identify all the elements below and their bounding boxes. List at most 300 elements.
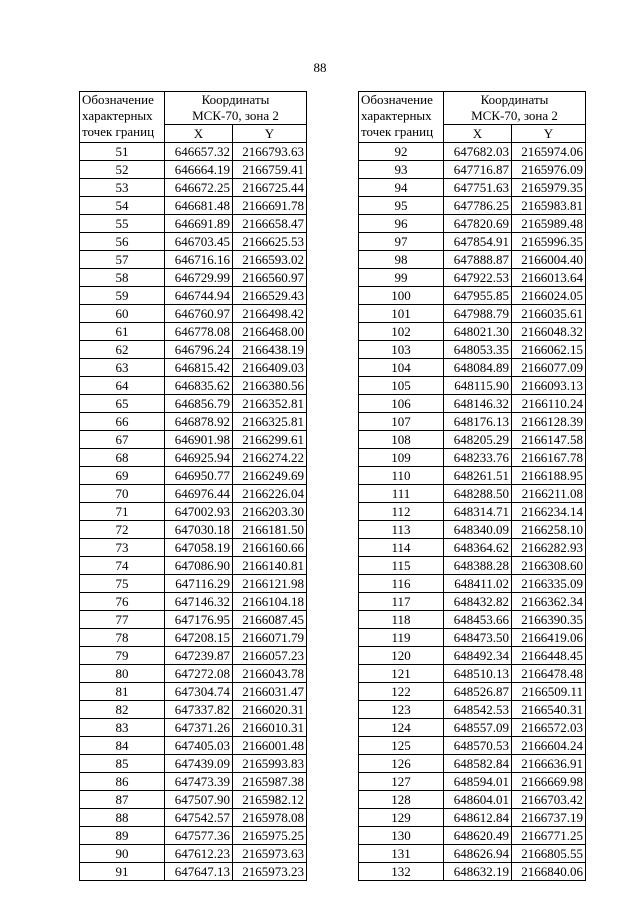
point-number-cell: 55 (80, 215, 165, 233)
x-coordinate-cell: 647304.74 (165, 683, 233, 701)
point-number-cell: 56 (80, 233, 165, 251)
table-row (359, 467, 586, 485)
table-row (359, 845, 586, 863)
y-coordinate-cell: 2165973.23 (233, 863, 307, 881)
point-number-cell: 119 (359, 629, 444, 647)
point-number-cell: 106 (359, 395, 444, 413)
table-row (359, 215, 586, 233)
table-row (80, 485, 307, 503)
point-number-cell: 81 (80, 683, 165, 701)
y-coordinate-cell: 2165982.12 (233, 791, 307, 809)
x-coordinate-cell: 646729.99 (165, 269, 233, 287)
x-coordinate-cell: 648288.50 (444, 485, 512, 503)
coordinates-table-right (358, 91, 586, 881)
point-number-cell: 113 (359, 521, 444, 539)
x-coordinate-cell: 647612.23 (165, 845, 233, 863)
y-coordinate-cell: 2166380.56 (233, 377, 307, 395)
x-coordinate-cell: 647682.03 (444, 143, 512, 161)
table-row (80, 539, 307, 557)
x-coordinate-cell: 648176.13 (444, 413, 512, 431)
x-coordinate-cell: 646976.44 (165, 485, 233, 503)
point-number-cell: 67 (80, 431, 165, 449)
table-row (359, 179, 586, 197)
point-number-cell: 126 (359, 755, 444, 773)
y-coordinate-cell: 2166390.35 (512, 611, 586, 629)
point-number-cell: 110 (359, 467, 444, 485)
point-number-cell: 57 (80, 251, 165, 269)
y-coordinate-cell: 2166625.53 (233, 233, 307, 251)
y-coordinate-cell: 2166188.95 (512, 467, 586, 485)
y-coordinate-cell: 2166258.10 (512, 521, 586, 539)
x-coordinate-cell: 647751.63 (444, 179, 512, 197)
x-coordinate-cell: 646657.32 (165, 143, 233, 161)
point-number-cell: 129 (359, 809, 444, 827)
table-row (80, 233, 307, 251)
x-coordinate-cell: 646796.24 (165, 341, 233, 359)
header-line: Координаты (201, 92, 270, 107)
x-coordinate-cell: 648570.53 (444, 737, 512, 755)
point-number-cell: 77 (80, 611, 165, 629)
x-coordinate-cell: 648388.28 (444, 557, 512, 575)
x-coordinate-cell: 647116.29 (165, 575, 233, 593)
x-coordinate-cell: 646835.62 (165, 377, 233, 395)
table-row (80, 611, 307, 629)
y-coordinate-cell: 2166104.18 (233, 593, 307, 611)
point-number-cell: 68 (80, 449, 165, 467)
table-row (80, 809, 307, 827)
table-row (80, 197, 307, 215)
point-number-cell: 131 (359, 845, 444, 863)
point-number-cell: 97 (359, 233, 444, 251)
x-coordinate-cell: 647272.08 (165, 665, 233, 683)
x-coordinate-cell: 647473.39 (165, 773, 233, 791)
header-line: МСК-70, зона 2 (192, 108, 279, 123)
x-coordinate-cell: 648492.34 (444, 647, 512, 665)
x-coordinate-cell: 647058.19 (165, 539, 233, 557)
table-row (359, 863, 586, 881)
table-row (80, 755, 307, 773)
point-number-cell: 95 (359, 197, 444, 215)
y-coordinate-cell: 2165996.35 (512, 233, 586, 251)
point-number-cell: 124 (359, 719, 444, 737)
y-coordinate-cell: 2165987.38 (233, 773, 307, 791)
table-row (359, 629, 586, 647)
x-coordinate-cell: 648146.32 (444, 395, 512, 413)
point-number-cell: 105 (359, 377, 444, 395)
point-number-cell: 104 (359, 359, 444, 377)
x-coordinate-cell: 647439.09 (165, 755, 233, 773)
y-coordinate-cell: 2166448.45 (512, 647, 586, 665)
x-coordinate-cell: 647647.13 (165, 863, 233, 881)
x-coordinate-cell: 648626.94 (444, 845, 512, 863)
table-row (359, 269, 586, 287)
point-number-cell: 58 (80, 269, 165, 287)
y-coordinate-cell: 2166140.81 (233, 557, 307, 575)
table-row (359, 827, 586, 845)
x-coordinate-cell: 647208.15 (165, 629, 233, 647)
point-number-cell: 109 (359, 449, 444, 467)
x-coordinate-cell: 648411.02 (444, 575, 512, 593)
y-header: Y (512, 125, 586, 143)
point-number-cell: 54 (80, 197, 165, 215)
point-number-cell: 108 (359, 431, 444, 449)
point-number-cell: 76 (80, 593, 165, 611)
y-coordinate-cell: 2166325.81 (233, 413, 307, 431)
x-coordinate-cell: 648340.09 (444, 521, 512, 539)
y-coordinate-cell: 2165989.48 (512, 215, 586, 233)
page-number: 88 (313, 60, 327, 75)
point-number-cell: 123 (359, 701, 444, 719)
x-coordinate-cell: 646672.25 (165, 179, 233, 197)
x-coordinate-cell: 647239.87 (165, 647, 233, 665)
x-coordinate-cell: 648115.90 (444, 377, 512, 395)
y-coordinate-cell: 2166128.39 (512, 413, 586, 431)
table-row (80, 467, 307, 485)
y-coordinate-cell: 2165979.35 (512, 179, 586, 197)
table-row (80, 863, 307, 881)
y-coordinate-cell: 2166035.61 (512, 305, 586, 323)
y-coordinate-cell: 2166211.08 (512, 485, 586, 503)
point-number-cell: 102 (359, 323, 444, 341)
x-coordinate-cell: 647577.36 (165, 827, 233, 845)
table-row (359, 341, 586, 359)
x-coordinate-cell: 648557.09 (444, 719, 512, 737)
y-coordinate-cell: 2166509.11 (512, 683, 586, 701)
point-number-cell: 114 (359, 539, 444, 557)
y-coordinate-cell: 2166771.25 (512, 827, 586, 845)
point-number-cell: 62 (80, 341, 165, 359)
table-row (80, 269, 307, 287)
point-number-cell: 86 (80, 773, 165, 791)
point-number-cell: 84 (80, 737, 165, 755)
y-coordinate-cell: 2166737.19 (512, 809, 586, 827)
table-row (359, 251, 586, 269)
table-row (80, 323, 307, 341)
point-number-cell: 51 (80, 143, 165, 161)
point-number-cell: 120 (359, 647, 444, 665)
y-coordinate-cell: 2166048.32 (512, 323, 586, 341)
point-number-cell: 59 (80, 287, 165, 305)
y-coordinate-cell: 2166352.81 (233, 395, 307, 413)
y-coordinate-cell: 2166203.30 (233, 503, 307, 521)
point-number-cell: 72 (80, 521, 165, 539)
coordinates-table-left (79, 91, 307, 881)
y-coordinate-cell: 2166087.45 (233, 611, 307, 629)
x-coordinate-cell: 647337.82 (165, 701, 233, 719)
header-line: характерных (82, 108, 153, 123)
x-coordinate-cell: 646703.45 (165, 233, 233, 251)
y-coordinate-cell: 2166249.69 (233, 467, 307, 485)
point-number-cell: 75 (80, 575, 165, 593)
table-row (80, 665, 307, 683)
y-coordinate-cell: 2165974.06 (512, 143, 586, 161)
x-coordinate-cell: 648084.89 (444, 359, 512, 377)
point-number-cell: 98 (359, 251, 444, 269)
y-coordinate-cell: 2166004.40 (512, 251, 586, 269)
y-coordinate-cell: 2166805.55 (512, 845, 586, 863)
y-coordinate-cell: 2166282.93 (512, 539, 586, 557)
point-number-cell: 100 (359, 287, 444, 305)
x-coordinate-cell: 646691.89 (165, 215, 233, 233)
y-coordinate-cell: 2166529.43 (233, 287, 307, 305)
y-coordinate-cell: 2166013.64 (512, 269, 586, 287)
x-coordinate-cell: 647820.69 (444, 215, 512, 233)
table-row (80, 503, 307, 521)
header-line: точек границ (361, 124, 434, 139)
y-coordinate-cell: 2166062.15 (512, 341, 586, 359)
table-row (80, 773, 307, 791)
table-row (359, 737, 586, 755)
x-coordinate-cell: 646778.08 (165, 323, 233, 341)
y-coordinate-cell: 2166438.19 (233, 341, 307, 359)
point-number-cell: 96 (359, 215, 444, 233)
y-coordinate-cell: 2166335.09 (512, 575, 586, 593)
point-number-cell: 80 (80, 665, 165, 683)
table-row (80, 719, 307, 737)
x-coordinate-cell: 648526.87 (444, 683, 512, 701)
y-coordinate-cell: 2166071.79 (233, 629, 307, 647)
header-line: МСК-70, зона 2 (471, 108, 558, 123)
header-line: Обозначение (82, 92, 154, 107)
x-coordinate-cell: 648432.82 (444, 593, 512, 611)
table-row (80, 593, 307, 611)
point-number-cell: 71 (80, 503, 165, 521)
table-row (359, 539, 586, 557)
x-coordinate-cell: 647371.26 (165, 719, 233, 737)
x-coordinate-cell: 647507.90 (165, 791, 233, 809)
table-row (359, 701, 586, 719)
y-coordinate-cell: 2166572.03 (512, 719, 586, 737)
table-row (359, 449, 586, 467)
point-number-cell: 73 (80, 539, 165, 557)
x-coordinate-cell: 648233.76 (444, 449, 512, 467)
y-coordinate-cell: 2166160.66 (233, 539, 307, 557)
x-coordinate-cell: 648604.01 (444, 791, 512, 809)
point-number-cell: 85 (80, 755, 165, 773)
y-coordinate-cell: 2166658.47 (233, 215, 307, 233)
table-row (359, 809, 586, 827)
y-coordinate-cell: 2165978.08 (233, 809, 307, 827)
point-number-cell: 93 (359, 161, 444, 179)
y-coordinate-cell: 2166024.05 (512, 287, 586, 305)
table-row (359, 305, 586, 323)
x-coordinate-cell: 646815.42 (165, 359, 233, 377)
table-row (80, 791, 307, 809)
x-coordinate-cell: 648632.19 (444, 863, 512, 881)
y-coordinate-cell: 2166031.47 (233, 683, 307, 701)
table-row (359, 377, 586, 395)
table-row (359, 143, 586, 161)
y-coordinate-cell: 2166077.09 (512, 359, 586, 377)
point-number-cell: 122 (359, 683, 444, 701)
point-number-cell: 117 (359, 593, 444, 611)
x-coordinate-cell: 647716.87 (444, 161, 512, 179)
y-coordinate-cell: 2166001.48 (233, 737, 307, 755)
table-row (80, 521, 307, 539)
y-coordinate-cell: 2165983.81 (512, 197, 586, 215)
table-row (359, 755, 586, 773)
x-coordinate-cell: 646760.97 (165, 305, 233, 323)
y-coordinate-cell: 2166759.41 (233, 161, 307, 179)
y-coordinate-cell: 2166121.98 (233, 575, 307, 593)
point-number-cell: 83 (80, 719, 165, 737)
header-line: Обозначение (361, 92, 433, 107)
y-coordinate-cell: 2166540.31 (512, 701, 586, 719)
table-row (80, 341, 307, 359)
table-row (359, 359, 586, 377)
x-coordinate-cell: 648261.51 (444, 467, 512, 485)
x-coordinate-cell: 648021.30 (444, 323, 512, 341)
point-number-cell: 128 (359, 791, 444, 809)
x-coordinate-cell: 647176.95 (165, 611, 233, 629)
x-coordinate-cell: 647922.53 (444, 269, 512, 287)
y-coordinate-cell: 2166308.60 (512, 557, 586, 575)
y-coordinate-cell: 2166362.34 (512, 593, 586, 611)
table-row (359, 395, 586, 413)
point-number-cell: 103 (359, 341, 444, 359)
table-row (80, 827, 307, 845)
point-number-cell: 107 (359, 413, 444, 431)
table-row (359, 521, 586, 539)
y-coordinate-cell: 2166181.50 (233, 521, 307, 539)
y-coordinate-cell: 2166691.78 (233, 197, 307, 215)
table-row (80, 647, 307, 665)
table-row (80, 179, 307, 197)
point-number-cell: 115 (359, 557, 444, 575)
table-row (359, 413, 586, 431)
table-row (80, 449, 307, 467)
point-number-cell: 112 (359, 503, 444, 521)
point-number-cell: 52 (80, 161, 165, 179)
x-coordinate-cell: 646925.94 (165, 449, 233, 467)
x-coordinate-cell: 647786.25 (444, 197, 512, 215)
y-coordinate-cell: 2166593.02 (233, 251, 307, 269)
point-number-cell: 101 (359, 305, 444, 323)
table-row (359, 719, 586, 737)
table-row (359, 557, 586, 575)
x-coordinate-cell: 648205.29 (444, 431, 512, 449)
point-number-cell: 92 (359, 143, 444, 161)
table-row (80, 251, 307, 269)
x-coordinate-cell: 648314.71 (444, 503, 512, 521)
x-coordinate-cell: 647002.93 (165, 503, 233, 521)
y-coordinate-cell: 2166793.63 (233, 143, 307, 161)
x-coordinate-cell: 647542.57 (165, 809, 233, 827)
x-coordinate-cell: 647854.91 (444, 233, 512, 251)
table-row (359, 611, 586, 629)
y-coordinate-cell: 2166409.03 (233, 359, 307, 377)
y-coordinate-cell: 2166604.24 (512, 737, 586, 755)
point-number-cell: 74 (80, 557, 165, 575)
point-number-cell: 125 (359, 737, 444, 755)
x-header: X (165, 125, 233, 143)
coordinates-header (165, 92, 307, 125)
y-header: Y (233, 125, 307, 143)
table-row (359, 197, 586, 215)
table-row (80, 377, 307, 395)
table-row (80, 359, 307, 377)
x-coordinate-cell: 646901.98 (165, 431, 233, 449)
point-number-cell: 64 (80, 377, 165, 395)
point-number-cell: 60 (80, 305, 165, 323)
x-coordinate-cell: 646744.94 (165, 287, 233, 305)
x-coordinate-cell: 646716.16 (165, 251, 233, 269)
table-row (359, 665, 586, 683)
y-coordinate-cell: 2166147.58 (512, 431, 586, 449)
table-row (80, 305, 307, 323)
table-row (359, 575, 586, 593)
coordinates-header (444, 92, 586, 125)
point-number-cell: 94 (359, 179, 444, 197)
x-coordinate-cell: 648594.01 (444, 773, 512, 791)
x-coordinate-cell: 648453.66 (444, 611, 512, 629)
header-line: Координаты (480, 92, 549, 107)
header-line: характерных (361, 108, 432, 123)
table-row (359, 323, 586, 341)
y-coordinate-cell: 2166093.13 (512, 377, 586, 395)
point-number-cell: 65 (80, 395, 165, 413)
x-coordinate-cell: 647146.32 (165, 593, 233, 611)
table-row (359, 161, 586, 179)
table-row (359, 287, 586, 305)
y-coordinate-cell: 2166669.98 (512, 773, 586, 791)
x-coordinate-cell: 646664.19 (165, 161, 233, 179)
x-coordinate-cell: 647955.85 (444, 287, 512, 305)
table-row (80, 215, 307, 233)
x-coordinate-cell: 646878.92 (165, 413, 233, 431)
point-number-cell: 88 (80, 809, 165, 827)
point-number-cell: 118 (359, 611, 444, 629)
table-row (80, 143, 307, 161)
point-number-cell: 78 (80, 629, 165, 647)
y-coordinate-cell: 2166560.97 (233, 269, 307, 287)
point-number-cell: 91 (80, 863, 165, 881)
table-row (80, 431, 307, 449)
point-number-cell: 111 (359, 485, 444, 503)
x-coordinate-cell: 648364.62 (444, 539, 512, 557)
point-number-cell: 66 (80, 413, 165, 431)
y-coordinate-cell: 2165993.83 (233, 755, 307, 773)
y-coordinate-cell: 2166478.48 (512, 665, 586, 683)
x-coordinate-cell: 647405.03 (165, 737, 233, 755)
table-row (80, 629, 307, 647)
x-coordinate-cell: 646856.79 (165, 395, 233, 413)
header-line: точек границ (82, 124, 155, 139)
point-number-cell: 82 (80, 701, 165, 719)
y-coordinate-cell: 2166226.04 (233, 485, 307, 503)
x-coordinate-cell: 647988.79 (444, 305, 512, 323)
table-row (359, 503, 586, 521)
point-number-cell: 90 (80, 845, 165, 863)
x-coordinate-cell: 648053.35 (444, 341, 512, 359)
point-number-cell: 69 (80, 467, 165, 485)
table-row (359, 773, 586, 791)
x-coordinate-cell: 646950.77 (165, 467, 233, 485)
table-row (359, 683, 586, 701)
y-coordinate-cell: 2166274.22 (233, 449, 307, 467)
y-coordinate-cell: 2165976.09 (512, 161, 586, 179)
table-row (359, 485, 586, 503)
x-coordinate-cell: 648510.13 (444, 665, 512, 683)
y-coordinate-cell: 2166010.31 (233, 719, 307, 737)
point-number-cell: 87 (80, 791, 165, 809)
y-coordinate-cell: 2166043.78 (233, 665, 307, 683)
x-coordinate-cell: 647086.90 (165, 557, 233, 575)
table-row (80, 287, 307, 305)
table-row (80, 845, 307, 863)
y-coordinate-cell: 2166020.31 (233, 701, 307, 719)
x-coordinate-cell: 648612.84 (444, 809, 512, 827)
